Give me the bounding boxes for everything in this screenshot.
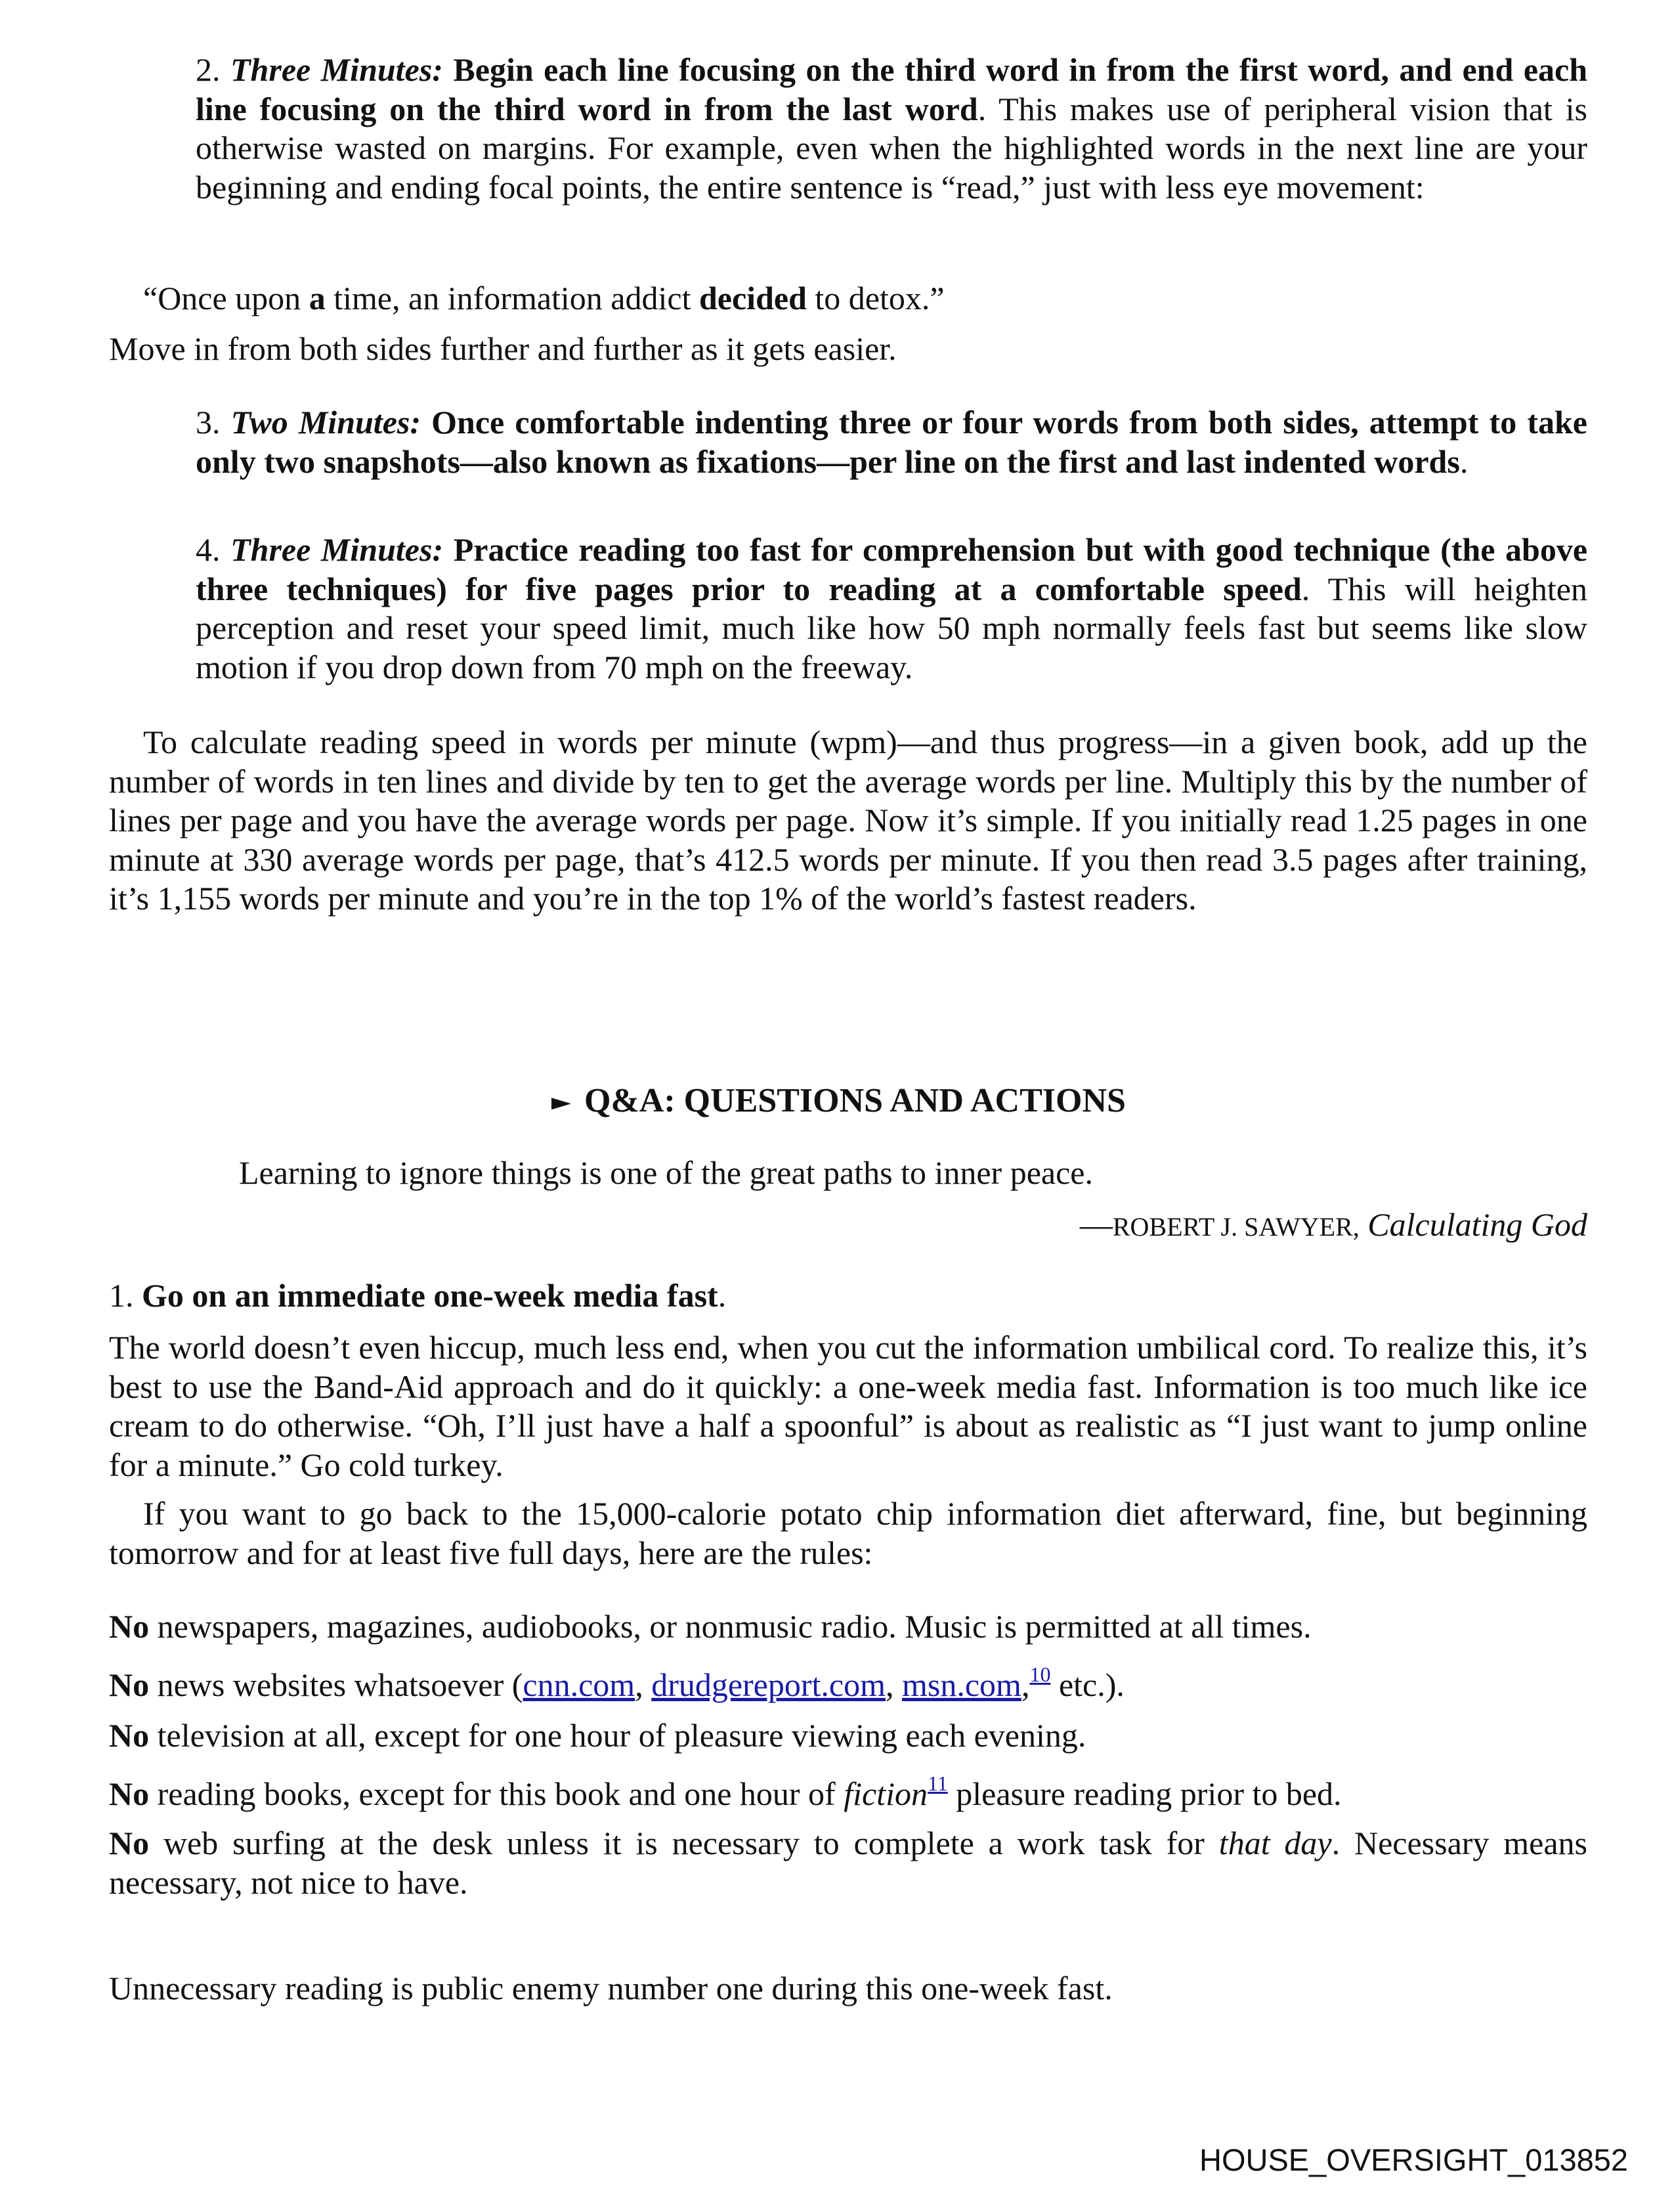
- item-text: .: [1459, 443, 1469, 480]
- move-in-paragraph: Move in from both sides further and further as it gets easier.: [109, 330, 897, 367]
- item-number: 1.: [109, 1277, 142, 1314]
- epigraph-attribution: [1080, 1205, 1587, 1247]
- rule-3: [109, 1716, 1587, 1756]
- media-fast-paragraph: The world doesn’t even hiccup, much less end, when you cut the information umbilical cord. To realize this, it’s best to use the Band-Aid approach and do it quickly: a one-week media fast. Information is too much like ice cream to do otherwise. “Oh, I’ll just have a half a spoonful” is about as realistic as “I just want to jump online for a minute.” Go cold turkey.: [109, 1329, 1587, 1483]
- quote-text: time, an information addict: [325, 280, 699, 316]
- technique-4-paragraph: [196, 531, 1587, 687]
- footnote-11-link[interactable]: 11: [927, 1771, 948, 1795]
- rule-1: [109, 1607, 1587, 1647]
- rule-text: television at all, except for one hour of pleasure viewing each evening.: [149, 1717, 1086, 1754]
- punctuation: .: [718, 1277, 727, 1314]
- example-quote: [143, 279, 945, 318]
- epigraph: Learning to ignore things is one of the great paths to inner peace.: [239, 1154, 1093, 1191]
- drudgereport-link[interactable]: drudgereport.com: [651, 1666, 886, 1703]
- footnote-10-link[interactable]: 10: [1029, 1662, 1051, 1686]
- quote-text: “Once upon: [143, 280, 309, 316]
- item-number: 4.: [196, 531, 231, 568]
- msn-link[interactable]: msn.com: [902, 1666, 1021, 1703]
- section-heading-text: Q&A: QUESTIONS AND ACTIONS: [584, 1082, 1126, 1119]
- action-title: Go on an immediate one-week media fast: [142, 1277, 718, 1314]
- item-bold-text: Once comfortable indenting three or four words from both sides, attempt to take only two snapshots—also known as fixations—per line on the first and last indented words: [196, 404, 1588, 480]
- rule-text: newspapers, magazines, audiobooks, or nonmusic radio. Music is permitted at all times.: [149, 1608, 1312, 1645]
- rule-no: No: [109, 1608, 150, 1645]
- rule-text: . Necessary means necessary, not nice to have.: [109, 1825, 1587, 1901]
- rule-2: No news websites whatsoever (cnn.com, drudgereport.com, msn.com,$^{10}$ etc.).: [109, 1662, 1125, 1703]
- rule-italic: that day: [1218, 1825, 1332, 1861]
- attribution-work: Calculating God: [1367, 1206, 1587, 1243]
- item-number: 3.: [196, 404, 231, 441]
- rule-text: reading books, except for this book and one hour of: [149, 1775, 844, 1812]
- item-bold-text: Begin each line focusing on the third word in from the first word, and end each line focusing on the third word in from the last word: [196, 51, 1588, 127]
- cnn-link[interactable]: cnn.com: [523, 1666, 635, 1703]
- technique-3-paragraph: [196, 403, 1587, 481]
- rule-italic: fiction: [844, 1775, 928, 1812]
- technique-2-paragraph: [196, 51, 1587, 207]
- rule-text: news websites whatsoever (: [149, 1666, 523, 1703]
- rule-5: [109, 1824, 1587, 1902]
- item-label: Three Minutes:: [230, 51, 443, 88]
- rule-no: No: [109, 1666, 150, 1703]
- item-bold-text: Practice reading too fast for comprehension but with good technique (the above three techniques) for five pages prior to reading at a comfortable speed: [196, 531, 1588, 607]
- rule-text: web surfing at the desk unless it is necessary to complete a work task for: [149, 1825, 1219, 1861]
- section-heading: [551, 1081, 1126, 1121]
- calculate-speed-paragraph: To calculate reading speed in words per minute (wpm)—and thus progress—in a given book, add up the number of words in ten lines and divide by ten to get the average words per line. Multiply this by the number of lines per page and you have the average words per page. Now it’s simple. If you initially read 1.25 pages in one minute at 330 average words per page, that’s 412.5 words per minute. If you then read 3.5 pages after training, it’s 1,155 words per minute and you’re in the top 1% of the world’s fastest readers.: [109, 724, 1587, 917]
- rule-no: No: [109, 1717, 150, 1754]
- item-number: 2.: [196, 51, 231, 88]
- item-label: Three Minutes:: [230, 531, 444, 568]
- rule-text: etc.).: [1050, 1666, 1125, 1703]
- quote-focus-word: a: [309, 280, 326, 316]
- attribution-author: ROBERT J. SAWYER,: [1112, 1212, 1360, 1242]
- item-label: Two Minutes:: [230, 404, 421, 441]
- quote-text: to detox.”: [806, 280, 945, 316]
- rule-text: pleasure reading prior to bed.: [947, 1775, 1342, 1812]
- action-1-title: [109, 1276, 1587, 1316]
- rules-intro-paragraph: If you want to go back to the 15,000-calorie potato chip information diet afterward, fine, but beginning tomorrow and for at least five full days, here are the rules:: [109, 1495, 1587, 1571]
- rule-no: No: [109, 1825, 150, 1861]
- item-text: . This makes use of peripheral vision that is otherwise wasted on margins. For example, even when the highlighted words in the next line are your beginning and ending focal points, the entire sentence is “read,” just with less eye movement:: [196, 90, 1587, 206]
- item-text: . This will heighten perception and reset your speed limit, much like how 50 mph normally feels fast but seems like slow motion if you drop down from 70 mph on the freeway.: [196, 570, 1587, 685]
- bates-stamp: HOUSE_OVERSIGHT_013852: [1199, 2142, 1629, 2177]
- triangle-bullet-icon: [551, 1098, 571, 1110]
- closing-line: Unnecessary reading is public enemy number one during this one-week fast.: [109, 1970, 1113, 2006]
- rule-4: [109, 1771, 1587, 1814]
- quote-focus-word: decided: [698, 280, 807, 316]
- attribution-dash: —: [1079, 1206, 1113, 1243]
- rule-no: No: [109, 1775, 150, 1812]
